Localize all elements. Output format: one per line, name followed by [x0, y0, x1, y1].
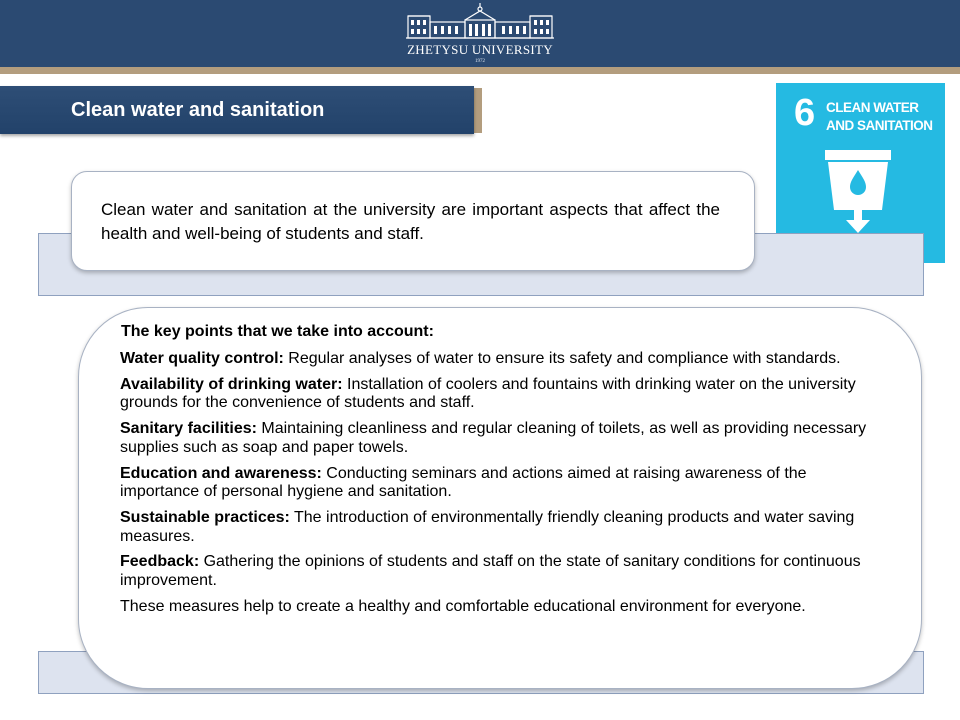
sdg-number: 6	[794, 92, 816, 134]
key-point-term: Sanitary facilities:	[120, 420, 257, 438]
university-building-icon	[405, 2, 555, 42]
key-point-text: Maintaining cleanliness and regular cleaning of toilets, as well as providing necessary supplies such as soap and paper towels.	[120, 420, 867, 456]
key-point-term: Sustainable practices:	[120, 508, 290, 526]
sdg-caption: CLEAN WATER AND SANITATION	[826, 100, 933, 133]
key-point-term: Availability of drinking water:	[120, 375, 343, 393]
key-point-text: Installation of coolers and fountains with drinking water on the university grounds for the convenience of students and staff.	[120, 375, 856, 412]
key-point-drinking-water	[120, 376, 890, 413]
key-point-term: Education and awareness:	[120, 464, 322, 482]
university-logo	[405, 2, 555, 66]
key-point-sanitary-facilities	[120, 420, 890, 457]
key-points-conclusion: These measures help to create a healthy and comfortable educational environment for everyone.	[120, 597, 806, 615]
key-point-text: Gathering the opinions of students and staff on the state of sanitary conditions for continuous improvement.	[120, 553, 861, 590]
key-point-term: Water quality control:	[120, 350, 284, 367]
header-gold-rule	[0, 67, 960, 74]
founded-year: 1972	[475, 59, 485, 64]
key-point-text: Conducting seminars and actions aimed at raising awareness of the importance of personal hygiene and sanitation.	[120, 464, 807, 501]
page-title: Clean water and sanitation	[71, 99, 325, 121]
key-point-water-quality	[120, 350, 890, 369]
key-points-heading: The key points that we take into account:	[121, 323, 434, 340]
key-point-term: Feedback:	[120, 553, 200, 571]
key-point-text: Regular analyses of water to ensure its safety and compliance with standards.	[283, 350, 841, 367]
key-point-text: The introduction of environmentally friendly cleaning products and water saving measures.	[120, 508, 855, 545]
key-point-sustainable-practices	[120, 509, 890, 546]
key-point-feedback	[120, 553, 890, 590]
intro-text: Clean water and sanitation at the university are important aspects that affect the health and well-being of students and staff.	[101, 200, 720, 243]
key-point-education	[120, 465, 890, 502]
title-accent	[473, 88, 482, 133]
water-glass-icon	[822, 148, 894, 238]
university-name: ZHETYSU UNIVERSITY	[407, 42, 553, 57]
key-points-list	[120, 350, 890, 623]
